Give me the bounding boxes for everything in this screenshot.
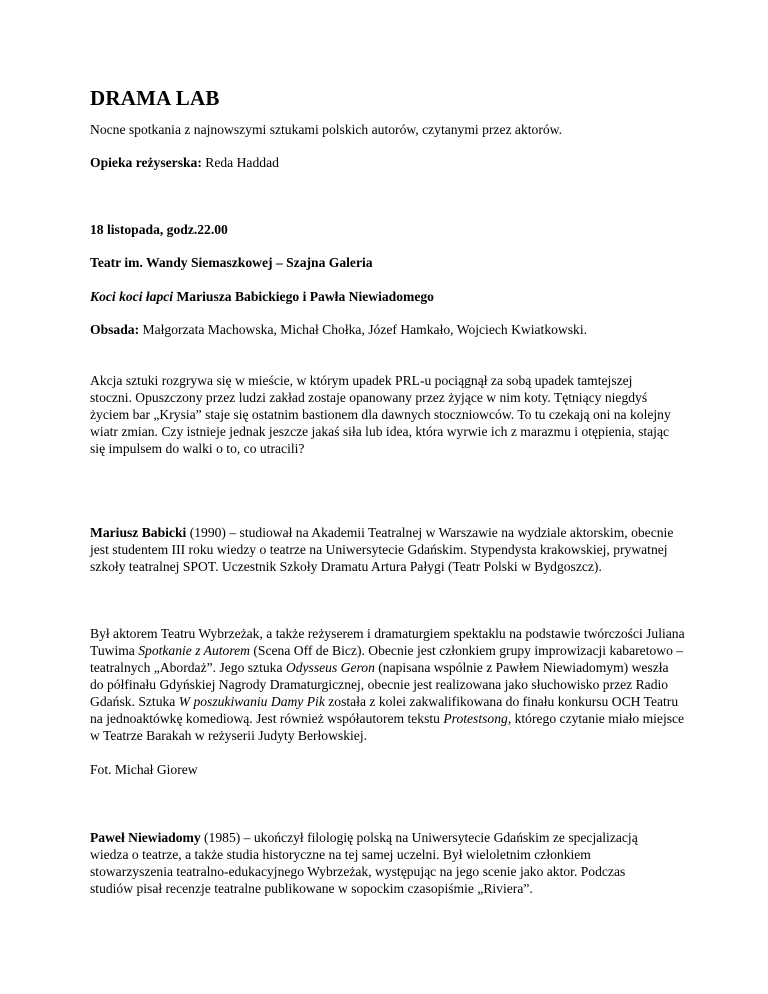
- intro-text: Nocne spotkania z najnowszymi sztukami polskich autorów, czytanymi przez aktorów.: [90, 122, 562, 137]
- event-date-text: 18 listopada, godz.22.00: [90, 222, 228, 237]
- babicki-career-text: została z kolei zakwalifikowana do finału konkursu OCH Teatru na jednoaktówkę komediową. Jest również współautorem tekstu: [90, 694, 679, 726]
- babicki-name: Mariusz Babicki: [90, 525, 187, 540]
- play-authors: Mariusza Babickiego i Pawła Niewiadomego: [173, 289, 434, 304]
- photo-credit-text: Fot. Michał Giorew: [90, 762, 198, 777]
- direction-label: Opieka reżyserska:: [90, 155, 202, 170]
- cast-label: Obsada:: [90, 322, 140, 337]
- cast-line: [90, 321, 690, 338]
- babicki-career-text: (Scena Off de Bicz). Obecnie jest członkiem grupy improwizacji kabaretowo – teatralnych „Abordaż”. Jego sztuka: [90, 643, 684, 675]
- event-venue: [90, 254, 690, 271]
- niewiadomy-name: Paweł Niewiadomy: [90, 830, 201, 845]
- event-date: [90, 221, 690, 238]
- niewiadomy-bio: (1985) – ukończył filologię polską na Uniwersytecie Gdańskim ze specjalizacją wiedza o teatrze, a także studia historyczne na tej samej uczelni. Był wieloletnim członkiem stowarzyszenia teatralno-edukacyjnego Wybrzeżak, występując na jego scenie jako aktor. Podczas studiów pisał recenzje teatralne publikowane w sopockim czasopiśmie „Riviera”.: [90, 830, 638, 896]
- babicki-career-text: (napisana wspólnie z Pawłem Niewiadomym) weszła do półfinału Gdyńskiej Nagrody Dramaturgicznej, obecnie jest realizowana jako słuchowisko przez Radio Gdańsk. Sztuka: [90, 660, 669, 709]
- synopsis-paragraph: [90, 372, 675, 457]
- babicki-career-text: Był aktorem Teatru Wybrzeżak, a także reżyserem i dramaturgiem spektaklu na podstawie twórczości Juliana Tuwima: [90, 626, 685, 658]
- babicki-career-paragraph: [90, 625, 685, 744]
- play-title-line: [90, 288, 690, 305]
- babicki-career-text: , którego czytanie miało miejsce w Teatrze Barakah w reżyserii Judyty Berłowskiej.: [90, 711, 685, 743]
- intro-paragraph: [90, 121, 690, 138]
- page-title: DRAMA LAB: [90, 86, 220, 110]
- work-title: Odysseus Geron: [285, 660, 375, 675]
- work-title: Protestsong: [443, 711, 508, 726]
- event-venue-text: Teatr im. Wandy Siemaszkowej – Szajna Galeria: [90, 255, 373, 270]
- niewiadomy-bio-paragraph: [90, 829, 665, 897]
- babicki-bio-paragraph: [90, 524, 680, 575]
- synopsis-text: Akcja sztuki rozgrywa się w mieście, w którym upadek PRL-u pociągnął za sobą upadek tamtejszej stoczni. Opuszczony przez ludzi zakład zostaje opanowany przez żyjące w nim koty. Tętniący niegdyś życiem bar „Krysia” staje się ostatnim bastionem dla dawnych stoczniowców. To tu czekają oni na kolejny wiatr zmian. Czy istnieje jednak jeszcze jakaś siła lub idea, która wyrwie ich z marazmu i otępienia, stając się impulsem do walki o to, co utracili?: [90, 373, 671, 456]
- play-title: Koci koci łapci: [90, 289, 174, 304]
- direction-value: Reda Haddad: [201, 155, 279, 170]
- photo-credit: [90, 761, 690, 778]
- direction-line: [90, 154, 690, 171]
- cast-list: Małgorzata Machowska, Michał Chołka, Józef Hamkało, Wojciech Kwiatkowski.: [139, 322, 587, 337]
- babicki-bio1: (1990) – studiował na Akademii Teatralnej w Warszawie na wydziale aktorskim, obecnie jest studentem III roku wiedzy o teatrze na Uniwersytecie Gdańskim. Stypendysta krakowskiej, prywatnej szkoły teatralnej SPOT. Uczestnik Szkoły Dramatu Artura Pałygi (Teatr Polski w Bydgoszcz).: [90, 525, 674, 574]
- work-title: Spotkanie z Autorem: [138, 643, 250, 658]
- work-title: W poszukiwaniu Damy Pik: [178, 694, 325, 709]
